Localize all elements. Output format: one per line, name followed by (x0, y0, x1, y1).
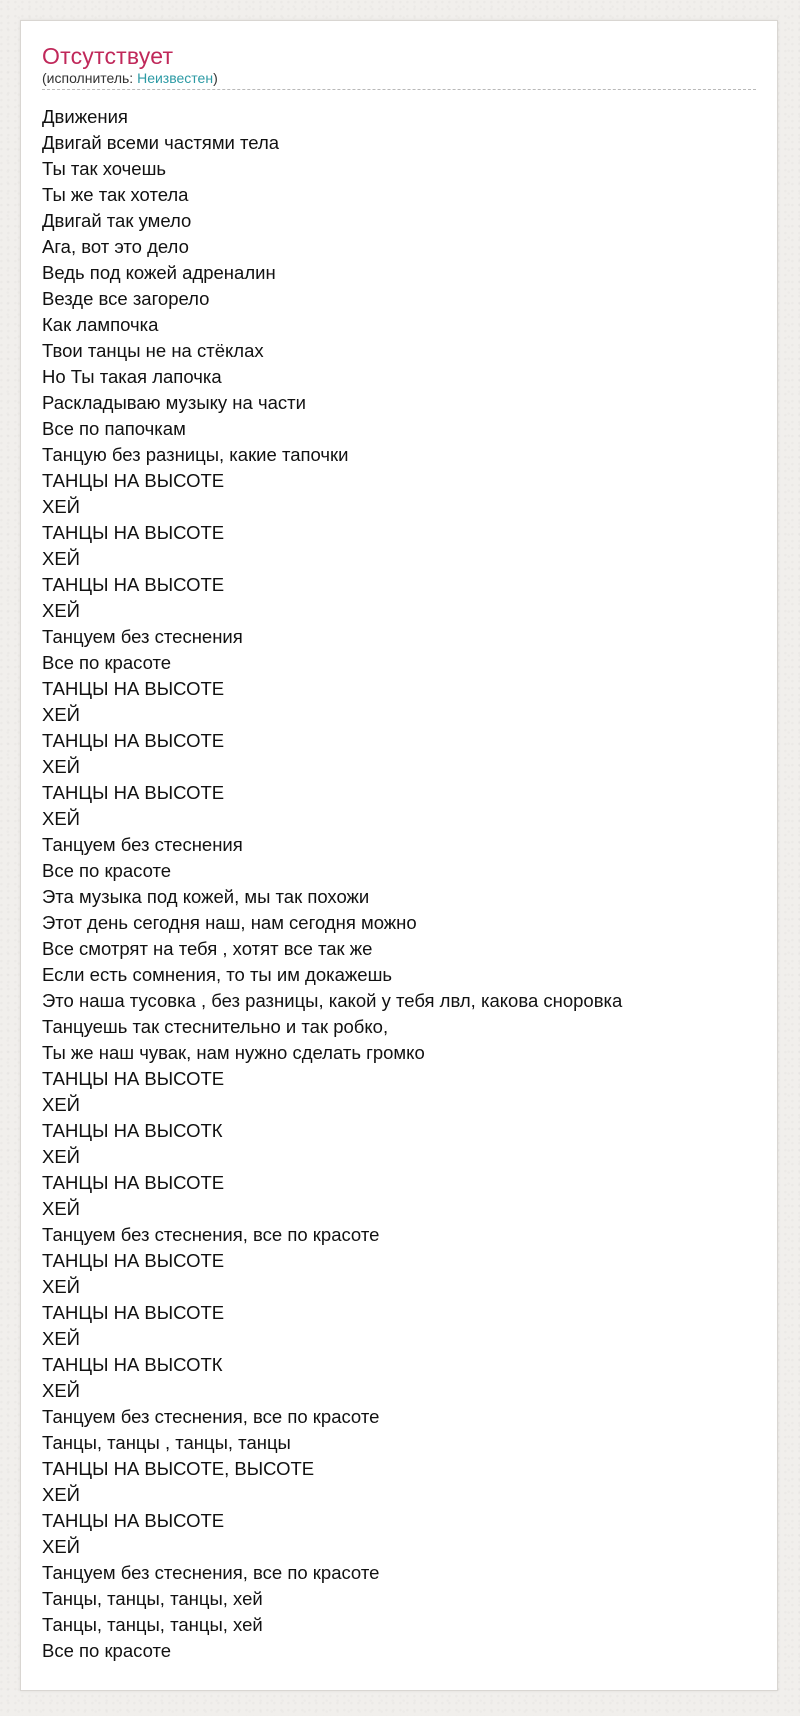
lyric-line: Танцую без разницы, какие тапочки (42, 444, 349, 465)
lyric-line: Ты же наш чувак, нам нужно сделать громко (42, 1042, 425, 1063)
lyric-line: Ты же так хотела (42, 184, 189, 205)
artist-suffix: ) (213, 70, 218, 86)
lyric-line: ХЕЙ (42, 1536, 80, 1557)
lyric-line: ХЕЙ (42, 1198, 80, 1219)
lyric-line: ХЕЙ (42, 1094, 80, 1115)
lyric-line: Танцуем без стеснения, все по красоте (42, 1224, 380, 1245)
lyric-line: ТАНЦЫ НА ВЫСОТЕ (42, 1250, 225, 1271)
lyric-line: Все по красоте (42, 1640, 172, 1661)
lyric-line: Танцуем без стеснения, все по красоте (42, 1406, 380, 1427)
lyric-line: ХЕЙ (42, 808, 80, 829)
lyric-line: ТАНЦЫ НА ВЫСОТЕ (42, 1510, 225, 1531)
lyric-line: ТАНЦЫ НА ВЫСОТЕ (42, 574, 225, 595)
lyric-line: ХЕЙ (42, 1276, 80, 1297)
lyric-line: Все по папочкам (42, 418, 186, 439)
artist-prefix: (исполнитель: (42, 70, 138, 86)
lyric-line: Как лампочка (42, 314, 159, 335)
lyric-line: Если есть сомнения, то ты им докажешь (42, 964, 393, 985)
lyric-line: ХЕЙ (42, 1328, 80, 1349)
lyric-line: Танцы, танцы, танцы, хей (42, 1614, 263, 1635)
artist-link[interactable]: Неизвестен (137, 70, 214, 86)
lyric-line: Ты так хочешь (42, 158, 167, 179)
lyric-line: ТАНЦЫ НА ВЫСОТЕ (42, 1302, 225, 1323)
lyric-line: ХЕЙ (42, 548, 80, 569)
lyric-line: ХЕЙ (42, 600, 80, 621)
lyric-line: Все смотрят на тебя , хотят все так же (42, 938, 373, 959)
lyric-line: Ведь под кожей адреналин (42, 262, 276, 283)
lyric-line: Но Ты такая лапочка (42, 366, 222, 387)
lyric-line: Везде все загорело (42, 288, 210, 309)
lyric-line: ТАНЦЫ НА ВЫСОТЕ (42, 730, 225, 751)
lyric-line: Все по красоте (42, 860, 172, 881)
lyric-line: Танцуем без стеснения, все по красоте (42, 1562, 380, 1583)
lyric-line: ТАНЦЫ НА ВЫСОТК (42, 1354, 223, 1375)
lyric-line: ТАНЦЫ НА ВЫСОТЕ (42, 678, 225, 699)
lyric-line: Этот день сегодня наш, нам сегодня можно (42, 912, 417, 933)
lyric-line: Танцуем без стеснения (42, 626, 243, 647)
lyric-line: ХЕЙ (42, 756, 80, 777)
lyric-line: Раскладываю музыку на части (42, 392, 306, 413)
lyrics-text (42, 104, 762, 1664)
lyric-line: Двигай так умело (42, 210, 192, 231)
lyric-line: ХЕЙ (42, 1146, 80, 1167)
lyric-line: Это наша тусовка , без разницы, какой у тебя лвл, какова сноровка (42, 990, 623, 1011)
lyrics-card (20, 20, 778, 1691)
lyric-line: ТАНЦЫ НА ВЫСОТЕ (42, 522, 225, 543)
lyric-line: Танцуем без стеснения (42, 834, 243, 855)
lyric-line: Танцуешь так стеснительно и так робко, (42, 1016, 389, 1037)
lyric-line: ХЕЙ (42, 1484, 80, 1505)
lyric-line: Эта музыка под кожей, мы так похожи (42, 886, 370, 907)
lyric-line: Танцы, танцы, танцы, хей (42, 1588, 263, 1609)
lyric-line: Двигай всеми частями тела (42, 132, 280, 153)
lyric-line: ТАНЦЫ НА ВЫСОТЕ (42, 1172, 225, 1193)
lyric-line: Ага, вот это дело (42, 236, 189, 257)
lyric-line: Твои танцы не на стёклах (42, 340, 264, 361)
lyric-line: ХЕЙ (42, 704, 80, 725)
lyric-line: ТАНЦЫ НА ВЫСОТЕ, ВЫСОТЕ (42, 1458, 315, 1479)
artist-line (42, 69, 756, 87)
song-title: Отсутствует (42, 43, 174, 69)
lyric-line: ТАНЦЫ НА ВЫСОТЕ (42, 1068, 225, 1089)
lyric-line: ТАНЦЫ НА ВЫСОТК (42, 1120, 223, 1141)
lyric-line: ХЕЙ (42, 1380, 80, 1401)
lyric-line: ХЕЙ (42, 496, 80, 517)
lyric-line: Движения (42, 106, 128, 127)
lyric-line: ТАНЦЫ НА ВЫСОТЕ (42, 470, 225, 491)
lyric-line: ТАНЦЫ НА ВЫСОТЕ (42, 782, 225, 803)
lyric-line: Все по красоте (42, 652, 172, 673)
song-header (42, 43, 756, 90)
lyric-line: Танцы, танцы , танцы, танцы (42, 1432, 291, 1453)
